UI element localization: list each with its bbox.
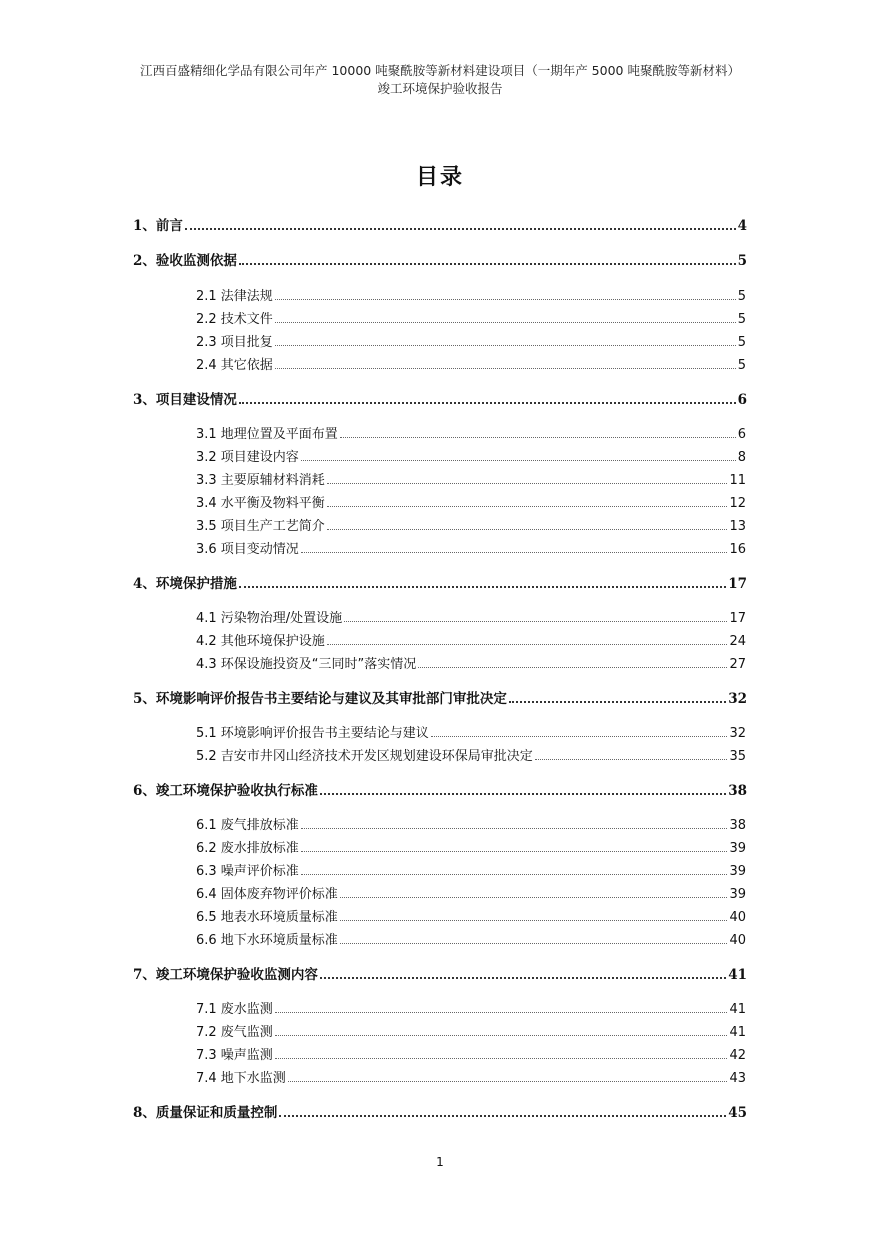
toc-entry-label: 2.3 项目批复 xyxy=(196,335,273,350)
toc-entry-page: 24 xyxy=(729,634,746,649)
dot-leader xyxy=(320,792,726,795)
dot-leader xyxy=(327,505,728,507)
toc-section-entry[interactable] xyxy=(196,354,746,373)
toc-entry-page: 40 xyxy=(729,933,746,948)
toc-section-entry[interactable] xyxy=(196,446,746,465)
dot-leader xyxy=(301,551,728,553)
toc-section-entry[interactable] xyxy=(196,630,746,649)
toc-entry-label: 7.3 噪声监测 xyxy=(196,1048,273,1063)
toc-section-entry[interactable] xyxy=(196,515,746,534)
dot-leader xyxy=(288,1080,728,1082)
toc-section-entry[interactable] xyxy=(196,469,746,488)
toc-section-entry[interactable] xyxy=(196,998,746,1017)
toc-entry-page: 40 xyxy=(729,910,746,925)
toc-entry-page: 6 xyxy=(737,427,746,442)
dot-leader xyxy=(431,735,728,737)
toc-entry-page: 38 xyxy=(729,818,746,833)
toc-entry-page: 45 xyxy=(728,1105,747,1121)
toc-chapter-entry[interactable] xyxy=(133,963,747,983)
toc-entry-label: 3、项目建设情况 xyxy=(133,392,237,408)
dot-leader xyxy=(301,459,736,461)
toc-entry-page: 12 xyxy=(729,496,746,511)
toc-entry-label: 5.2 吉安市井冈山经济技术开发区规划建设环保局审批决定 xyxy=(196,749,533,764)
toc-entry-label: 5.1 环境影响评价报告书主要结论与建议 xyxy=(196,726,429,741)
dot-leader xyxy=(301,850,728,852)
toc-entry-page: 5 xyxy=(737,335,746,350)
toc-entry-label: 6.5 地表水环境质量标准 xyxy=(196,910,338,925)
toc-entry-page: 43 xyxy=(729,1071,746,1086)
page-number: 1 xyxy=(436,1155,444,1169)
toc-entry-label: 7.4 地下水监测 xyxy=(196,1071,286,1086)
toc-entry-page: 42 xyxy=(729,1048,746,1063)
toc-section-entry[interactable] xyxy=(196,653,746,672)
dot-leader xyxy=(275,321,736,323)
toc-entry-page: 35 xyxy=(729,749,746,764)
dot-leader xyxy=(327,528,728,530)
toc-section-entry[interactable] xyxy=(196,745,746,764)
dot-leader xyxy=(279,1114,726,1117)
toc-entry-label: 2.4 其它依据 xyxy=(196,358,273,373)
toc-entry-label: 2、验收监测依据 xyxy=(133,253,237,269)
toc-entry-page: 5 xyxy=(737,312,746,327)
toc-section-entry[interactable] xyxy=(196,607,746,626)
toc-entry-label: 3.3 主要原辅材料消耗 xyxy=(196,473,325,488)
dot-leader xyxy=(340,896,728,898)
toc-entry-label: 2.2 技术文件 xyxy=(196,312,273,327)
toc-entry-page: 32 xyxy=(729,726,746,741)
toc-chapter-entry[interactable] xyxy=(133,779,747,799)
toc-section-entry[interactable] xyxy=(196,308,746,327)
toc-entry-label: 7.2 废气监测 xyxy=(196,1025,273,1040)
toc-entry-label: 3.5 项目生产工艺简介 xyxy=(196,519,325,534)
toc-entry-page: 5 xyxy=(737,253,747,269)
toc-section-entry[interactable] xyxy=(196,492,746,511)
toc-section-entry[interactable] xyxy=(196,860,746,879)
dot-leader xyxy=(344,620,727,622)
toc-entry-page: 32 xyxy=(728,691,747,707)
toc-entry-page: 39 xyxy=(729,887,746,902)
toc-entry-label: 3.1 地理位置及平面布置 xyxy=(196,427,338,442)
toc-entry-label: 6.6 地下水环境质量标准 xyxy=(196,933,338,948)
dot-leader xyxy=(327,643,728,645)
dot-leader xyxy=(320,976,726,979)
toc-entry-label: 4.2 其他环境保护设施 xyxy=(196,634,325,649)
dot-leader xyxy=(509,700,726,703)
toc-entry-label: 1、前言 xyxy=(133,218,183,234)
toc-entry-page: 38 xyxy=(728,783,747,799)
toc-entry-label: 3.6 项目变动情况 xyxy=(196,542,299,557)
dot-leader xyxy=(418,666,727,668)
dot-leader xyxy=(275,367,736,369)
dot-leader xyxy=(239,585,726,588)
dot-leader xyxy=(185,227,736,230)
dot-leader xyxy=(239,262,736,265)
toc-chapter-entry[interactable] xyxy=(133,388,747,408)
toc-entry-label: 6.1 废气排放标准 xyxy=(196,818,299,833)
toc-entry-page: 6 xyxy=(737,392,747,408)
toc-section-entry[interactable] xyxy=(196,1067,746,1086)
header-line-1: 江西百盛精细化学品有限公司年产 10000 吨聚酰胺等新材料建设项目（一期年产 5000 吨聚酰胺等新材料） xyxy=(140,63,740,78)
toc-section-entry[interactable] xyxy=(196,929,746,948)
toc-section-entry[interactable] xyxy=(196,906,746,925)
toc-entry-label: 6.3 噪声评价标准 xyxy=(196,864,299,879)
toc-entry-page: 17 xyxy=(728,576,747,592)
toc-entry-label: 7.1 废水监测 xyxy=(196,1002,273,1017)
toc-entry-label: 4.1 污染物治理/处置设施 xyxy=(196,611,343,626)
toc-section-entry[interactable] xyxy=(196,1021,746,1040)
toc-section-entry[interactable] xyxy=(196,814,746,833)
dot-leader xyxy=(275,1057,728,1059)
toc-section-entry[interactable] xyxy=(196,722,746,741)
toc-entry-page: 13 xyxy=(729,519,746,534)
toc-entry-label: 6、竣工环境保护验收执行标准 xyxy=(133,783,318,799)
dot-leader xyxy=(535,758,728,760)
toc-entry-page: 41 xyxy=(728,967,747,983)
dot-leader xyxy=(239,401,736,404)
toc-entry-label: 4、环境保护措施 xyxy=(133,576,237,592)
toc-entry-page: 8 xyxy=(737,450,746,465)
dot-leader xyxy=(340,436,736,438)
toc-entry-label: 8、质量保证和质量控制 xyxy=(133,1105,278,1121)
toc-entry-label: 3.4 水平衡及物料平衡 xyxy=(196,496,325,511)
dot-leader xyxy=(275,1034,728,1036)
toc-entry-label: 7、竣工环境保护验收监测内容 xyxy=(133,967,318,983)
dot-leader xyxy=(340,919,728,921)
toc-chapter-entry[interactable] xyxy=(133,572,747,592)
toc-entry-page: 27 xyxy=(729,657,746,672)
toc-entry-page: 11 xyxy=(729,473,746,488)
toc-section-entry[interactable] xyxy=(196,331,746,350)
toc-section-entry[interactable] xyxy=(196,538,746,557)
dot-leader xyxy=(275,298,736,300)
dot-leader xyxy=(275,344,736,346)
toc-entry-page: 5 xyxy=(737,358,746,373)
toc-chapter-entry[interactable] xyxy=(133,214,747,234)
toc-entry-page: 5 xyxy=(737,289,746,304)
toc-chapter-entry[interactable] xyxy=(133,249,747,269)
toc-entry-label: 4.3 环保设施投资及“三同时”落实情况 xyxy=(196,657,417,672)
toc-entry-label: 3.2 项目建设内容 xyxy=(196,450,299,465)
dot-leader xyxy=(327,482,728,484)
toc-entry-page: 41 xyxy=(729,1025,746,1040)
toc-entry-label: 6.4 固体废弃物评价标准 xyxy=(196,887,338,902)
dot-leader xyxy=(301,873,728,875)
dot-leader xyxy=(340,942,728,944)
toc-section-entry[interactable] xyxy=(196,1044,746,1063)
toc-chapter-entry[interactable] xyxy=(133,687,747,707)
toc-section-entry[interactable] xyxy=(196,837,746,856)
toc-chapter-entry[interactable] xyxy=(133,1101,747,1121)
toc-entry-page: 4 xyxy=(737,218,747,234)
toc-entry-page: 17 xyxy=(729,611,746,626)
toc-section-entry[interactable] xyxy=(196,423,746,442)
toc-entry-label: 5、环境影响评价报告书主要结论与建议及其审批部门审批决定 xyxy=(133,691,507,707)
header-line-2: 竣工环境保护验收报告 xyxy=(377,81,503,96)
toc-entry-label: 6.2 废水排放标准 xyxy=(196,841,299,856)
toc-title: 目录 xyxy=(415,164,464,190)
dot-leader xyxy=(301,827,728,829)
toc-entry-page: 39 xyxy=(729,841,746,856)
toc-entry-page: 16 xyxy=(729,542,746,557)
toc-entry-page: 39 xyxy=(729,864,746,879)
toc-entry-label: 2.1 法律法规 xyxy=(196,289,273,304)
toc-section-entry[interactable] xyxy=(196,285,746,304)
toc-entry-page: 41 xyxy=(729,1002,746,1017)
dot-leader xyxy=(275,1011,728,1013)
toc-section-entry[interactable] xyxy=(196,883,746,902)
